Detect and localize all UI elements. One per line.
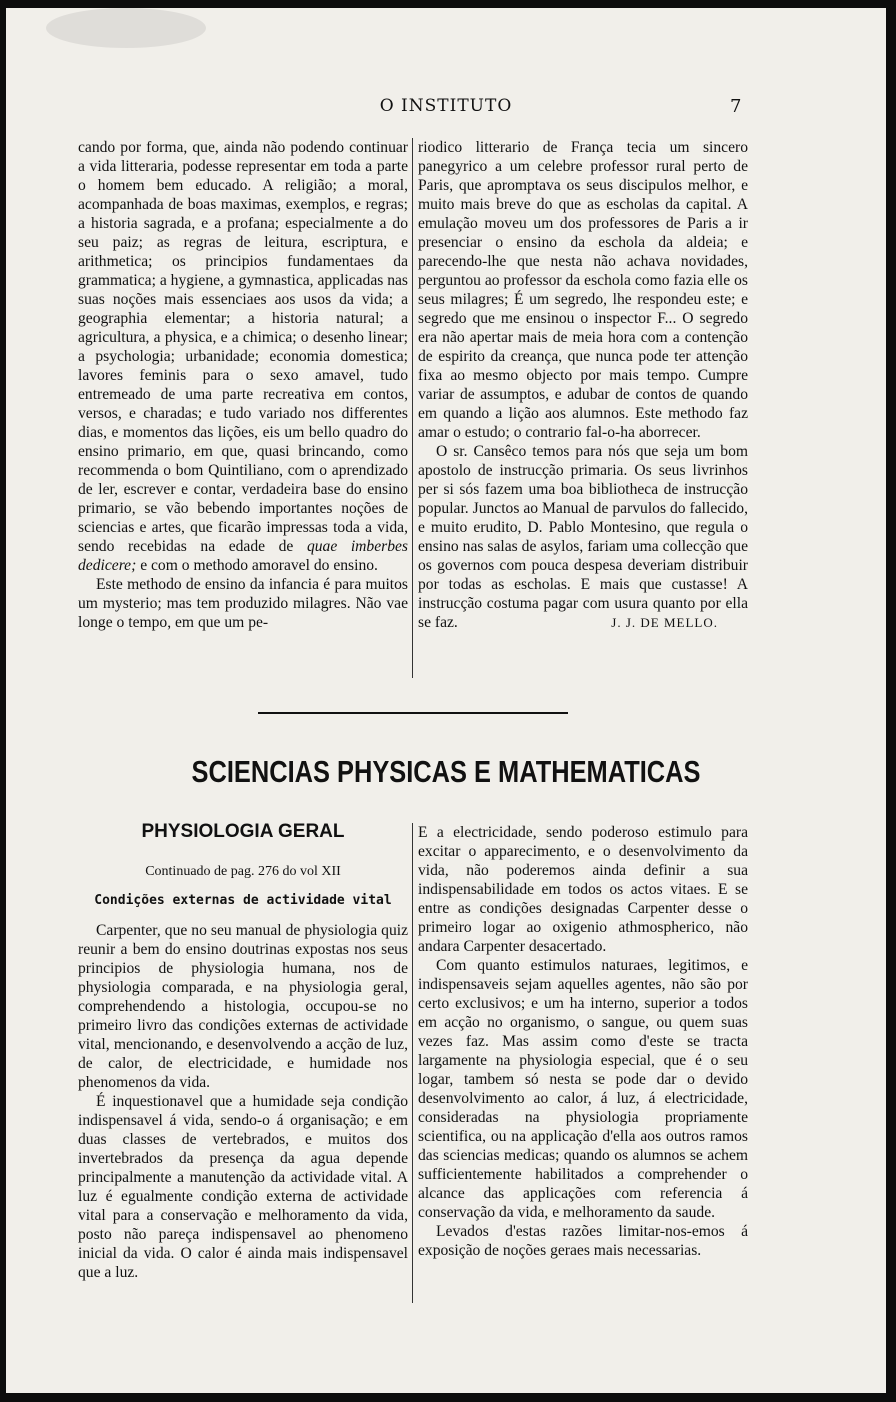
top-column-divider (412, 138, 413, 678)
bottom-right-paragraph-2: Com quanto estimulos naturaes, legitimos, e indispensaveis sejam aquelles agentes, não são por certo exclusivos; e um ha interno, superior a todos em acção no organismo, o sangue, ou quem suas vezes faz. Mas assim como d'este se tracta largamente na physiologia especial, que é o seu logar, tambem só nesta se pode dar o devido desenvolvimento ao calor, á luz, á electricidade, consideradas na physiologia propriamente scientifica, ou na applicação d'ella aos outros ramos das sciencias medicas; quando os alumnos se achem sufficientemente habilitados a comprehender o alcance das applicações com referencia á conservação da vida, e melhoramento da saude. (418, 957, 748, 1221)
article-subheading: Condições externas de actividade vital (94, 893, 392, 908)
bottom-right-paragraph-3: Levados d'estas razões limitar-nos-emos á exposição de noções geraes mais necessarias. (418, 1223, 748, 1259)
author-signature: J. J. DE MELLO. (611, 615, 718, 630)
bottom-right-paragraph-1: E a electricidade, sendo poderoso estimulo para excitar o apparecimento, e o desenvolvimento da vida, não poderemos ainda definir a sua indispensabilidade em todos os actos vitaes. E se entre as condições designadas Carpenter desse o primeiro logar ao oxigenio athmospherico, não andara Carpenter desacertado. (418, 824, 748, 955)
section-title: SCIENCIAS PHYSICAS E MATHEMATICAS (191, 754, 701, 789)
top-right-paragraph-2 (418, 442, 748, 632)
bottom-right-column (418, 823, 748, 1260)
top-left-column (78, 138, 408, 632)
bottom-column-divider (412, 823, 413, 1303)
top-left-text-1: cando por forma, que, ainda não podendo continuar a vida litteraria, podesse representar em toda a parte o homem bem educado. A religião; a moral, acompanhada de boas maximas, exemplos, e regras; a historia sagrada, e a profana; especialmente a do seu paiz; as regras de leitura, escriptura, e arithmetica; os principios fundamentaes da grammatica; a hygiene, a gymnastica, applicadas nas suas noções mais essenciaes aos usos da vida; a geographia elementar; a historia natural; a agricultura, a physica, e a chimica; o desenho linear; a psychologia; urbanidade; economia domestica; lavores feminis para o sexo amavel, tudo entremeado de uma parte recreativa em contos, versos, e charadas; e tudo variado nos differentes dias, e momentos das lições, eis um bello quadro do ensino primario, em que, quasi brincando, como recommenda o bom Quintiliano, com o aprendizado de ler, escrever e contar, verdadeira base do ensino primario, se vão bebendo importantes noções de sciencias e artes, que ficarão impressas toda a vida, sendo recebidas na edade de (78, 139, 408, 555)
continuation-note: Continuado de pag. 276 do vol XII (145, 864, 341, 879)
section-divider-rule (258, 712, 568, 714)
bottom-left-column (78, 921, 408, 1282)
article-title: PHYSIOLOGIA GERAL (141, 821, 345, 842)
top-left-text-1b: e com o methodo amoravel do ensino. (136, 557, 378, 574)
page-header (6, 96, 886, 120)
top-right-column (418, 138, 748, 632)
top-left-paragraph-2: Este methodo de ensino da infancia é para muitos um mysterio; mas tem produzido milagres. Não vae longe o tempo, em que um pe- (78, 576, 408, 631)
top-left-paragraph-1 (78, 138, 408, 575)
printed-page (6, 8, 886, 1393)
bottom-left-paragraph-2: É inquestionavel que a humidade seja condição indispensavel á vida, sendo-o á organisação; e em duas classes de vertebrados, e muitos dos invertebrados da presença da agua depende principalmente a manutenção da actividade vital. A luz é egualmente condição externa de actividade vital para a conservação e melhoramento da vida, posto não pareça indispensavel ao phenomeno inicial da vida. O calor é ainda mais indispensavel que a luz. (78, 1093, 408, 1281)
page-stain (46, 8, 206, 48)
top-right-text-2: O sr. Cansêco temos para nós que seja um bom apostolo de instrucção primaria. Os seus livrinhos per si sós fazem uma boa bibliotheca de instrucção popular. Junctos ao Manual de parvulos do fallecido, e muito erudito, D. Pablo Montesino, que regula o ensino nas salas de asylos, fariam uma collecção que os governos com pouca despesa deveriam distribuir por todas as escholas. E mais que custasse! A instrucção costuma pagar com usura quanto por ella se faz. (418, 443, 748, 631)
italic-latin-phrase: quae imberbes dedicere; (78, 538, 408, 574)
running-title: O INSTITUTO (379, 96, 513, 116)
bottom-left-paragraph-1: Carpenter, que no seu manual de physiologia quiz reunir a bem do ensino doutrinas expostas nos seus principios de physiologia humana, nos de physiologia comparada, e na physiologia geral, comprehendendo a histologia, occupou-se no primeiro livro das condições externas de actividade vital, mencionando, e desenvolvendo a acção de luz, de calor, de electricidade, e humidade nos phenomenos da vida. (78, 922, 408, 1091)
page-number: 7 (730, 96, 742, 117)
top-right-paragraph-1: riodico litterario de França tecia um sincero panegyrico a um celebre professor rural perto de Paris, que apromptava os seus discipulos melhor, e muito mais breve do que as escholas da capital. A emulação moveu um dos professores de Paris a ir presenciar o ensino da eschola da aldeia; e parecendo-lhe que nesta não achava novidades, perguntou ao professor da eschola como fazia elle os seus milagres; É um segredo, lhe respondeu este; e segredo que me ensinou o inspector F... O segredo era não apertar mais de meia hora com a contenção de espirito da creança, que nunca pode ter attenção fixa ao mesmo objecto por mais tempo. Cumpre variar de assumptos, e adubar de contos de quando em quando a lição aos alumnos. Este methodo faz amar o estudo; o contrario fal-o-ha aborrecer. (418, 139, 748, 441)
